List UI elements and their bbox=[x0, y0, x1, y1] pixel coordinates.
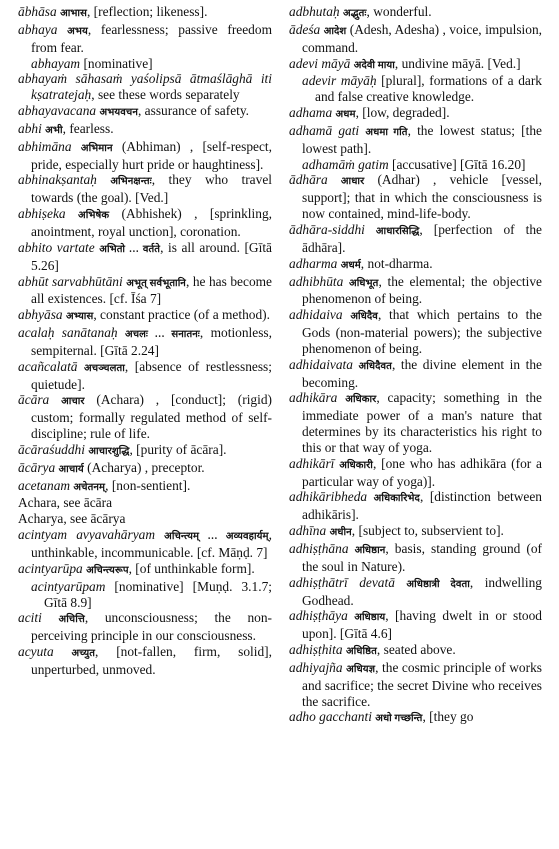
entry-definition: , not-dharma. bbox=[360, 255, 433, 271]
entry-definition: , fearless. bbox=[62, 120, 114, 136]
dictionary-entry bbox=[18, 527, 272, 561]
entry-definition: , [having dwelt in or stood upon]. [Gītā 4.6] bbox=[302, 608, 542, 642]
entry-headword: acintyarūpam bbox=[31, 578, 106, 594]
entry-definition: , that which pertains to the Gods (non-material powers); the subjective phenomenon of being. bbox=[302, 307, 542, 356]
entry-devanagari: अभितो … वर्तते bbox=[99, 243, 161, 255]
entry-definition: (Acharya) , preceptor. bbox=[83, 459, 205, 475]
entry-definition: , motionless, sempiternal. [Gītā 2.24] bbox=[31, 325, 272, 358]
entry-headword: aciti bbox=[18, 610, 42, 626]
dictionary-entry bbox=[289, 608, 542, 642]
dictionary-entry bbox=[18, 274, 272, 308]
entry-devanagari: अधो गच्छन्ति bbox=[375, 713, 423, 725]
entry-headword: abhiṣeka bbox=[18, 206, 66, 222]
entry-devanagari: अधिष्ठान bbox=[354, 545, 386, 556]
entry-devanagari: अचलः … सनातनः bbox=[124, 329, 200, 341]
entry-devanagari: अधिकारिभेद bbox=[373, 493, 420, 505]
dictionary-entry bbox=[289, 307, 542, 357]
entry-devanagari: अचिन्त्यरूप bbox=[86, 564, 129, 576]
entry-devanagari: अभयवचन bbox=[99, 107, 138, 119]
entry-devanagari: अधिकार bbox=[345, 394, 377, 406]
entry-definition: , indwelling Godhead. bbox=[302, 574, 542, 608]
entry-headword: adhamāṁ gatim bbox=[302, 156, 389, 172]
dictionary-entry bbox=[289, 56, 542, 74]
entry-headword: adhibhūta bbox=[289, 273, 344, 289]
dictionary-entry bbox=[289, 456, 542, 490]
entry-headword: adharma bbox=[289, 255, 338, 271]
entry-devanagari: अधियज्ञ bbox=[346, 663, 376, 675]
entry-headword: ācārya bbox=[18, 459, 56, 475]
entry-devanagari: अचेतनम् bbox=[73, 481, 106, 493]
entry-devanagari: अच्युत bbox=[71, 648, 96, 660]
dictionary-entry bbox=[289, 390, 542, 455]
entry-devanagari: अदेवी माया bbox=[353, 59, 395, 71]
entry-definition: , assurance of safety. bbox=[137, 103, 250, 119]
dictionary-entry bbox=[18, 359, 272, 393]
entry-definition: , capacity; something in the immediate power of a man's nature that determines by its characteristics his right to this or that way of yoga. bbox=[302, 390, 542, 455]
entry-headword: adhiyajña bbox=[289, 659, 343, 675]
entry-definition: (Abhiman) , [self-respect, pride, especially hurt pride or haughtiness]. bbox=[31, 138, 272, 172]
entry-headword: adhidaiva bbox=[289, 307, 343, 323]
entry-definition: , [they go bbox=[422, 709, 474, 725]
entry-devanagari: आचार्य bbox=[58, 463, 84, 475]
dictionary-entry bbox=[18, 511, 272, 527]
dictionary-entry bbox=[18, 392, 272, 442]
entry-devanagari: अधिष्ठित bbox=[345, 646, 377, 658]
entry-headword: ādhāra-siddhi bbox=[289, 221, 365, 237]
entry-definition: [accusative] [Gītā 16.20] bbox=[388, 156, 526, 172]
entry-devanagari: अधिष्ठात्री देवता bbox=[406, 578, 470, 590]
dictionary-entry bbox=[289, 709, 542, 727]
entry-definition: , unthinkable, incommunicable. [cf. Māṇḍ. 7] bbox=[31, 527, 272, 560]
dictionary-entry bbox=[18, 579, 272, 611]
entry-headword: adevir māyāḥ bbox=[302, 73, 377, 89]
dictionary-entry bbox=[18, 71, 272, 103]
dictionary-entry bbox=[18, 22, 272, 56]
entry-definition: , undivine māyā. [Ved.] bbox=[394, 55, 521, 71]
dictionary-entry bbox=[18, 139, 272, 173]
entry-headword: adhidaivata bbox=[289, 356, 353, 372]
entry-headword: adhikāra bbox=[289, 390, 338, 406]
entry-definition: , they who travel towards (the goal). [Ved.] bbox=[31, 172, 272, 206]
entry-devanagari: अभिषेक bbox=[78, 210, 110, 222]
entry-definition: , [distinction between adhikāris]. bbox=[302, 489, 542, 523]
entry-headword: ābhāsa bbox=[18, 4, 57, 19]
dictionary-entry bbox=[289, 660, 542, 710]
entry-definition: Achara, see ācāra bbox=[18, 495, 113, 511]
dictionary-entry bbox=[18, 172, 272, 206]
dictionary-entry bbox=[18, 325, 272, 359]
entry-devanagari: अधर्म bbox=[340, 259, 361, 271]
entry-headword: adhiṣṭhātrī devatā bbox=[289, 574, 395, 590]
entry-headword: adhama bbox=[289, 105, 333, 121]
entry-headword: acintyam avyavahāryam bbox=[18, 527, 156, 543]
entry-definition: , the divine element in the becoming. bbox=[302, 356, 542, 390]
entry-devanagari: अधिदैव bbox=[350, 311, 378, 323]
right-column bbox=[289, 4, 542, 727]
dictionary-entry bbox=[18, 442, 272, 460]
dictionary-entry bbox=[289, 642, 542, 660]
entry-definition: , basis, standing ground (of the soul in Nature). bbox=[302, 541, 542, 574]
entry-headword: abhito vartate bbox=[18, 239, 95, 255]
entry-definition: , [non-sentient]. bbox=[105, 477, 191, 493]
entry-headword: acañcalatā bbox=[18, 358, 78, 374]
entry-headword: abhayaṁ sāhasaṁ yaśolipsā ātmaślāghā iti kṣatratejaḥ bbox=[18, 71, 272, 103]
entry-definition: , fearlessness; passive freedom from fear. bbox=[31, 21, 272, 55]
dictionary-entry bbox=[289, 105, 542, 123]
entry-devanagari: अभ्यास bbox=[66, 311, 94, 323]
entry-definition: , unconsciousness; the non-perceiving principle in our consciousness. bbox=[31, 610, 272, 644]
entry-headword: abhaya bbox=[18, 21, 58, 37]
dictionary-entry bbox=[289, 172, 542, 222]
entry-headword: acyuta bbox=[18, 644, 54, 660]
dictionary-entry bbox=[289, 541, 542, 575]
dictionary-entry bbox=[289, 123, 542, 157]
entry-headword: acalaḥ sanātanaḥ bbox=[18, 325, 118, 341]
dictionary-entry bbox=[289, 523, 542, 541]
entry-definition: , [absence of restlessness; quietude]. bbox=[31, 358, 272, 392]
dictionary-entry bbox=[289, 22, 542, 56]
entry-definition: (Abhishek) , [sprinkling, anointment, royal unction], coronation. bbox=[31, 206, 272, 239]
entry-definition: (Adesh, Adesha) , voice, impulsion, command. bbox=[302, 21, 542, 55]
dictionary-entry bbox=[18, 121, 272, 139]
entry-definition: Acharya, see ācārya bbox=[18, 511, 126, 527]
dictionary-entry bbox=[18, 103, 272, 121]
entry-definition: , [purity of ācāra]. bbox=[129, 441, 227, 457]
entry-definition: , the cosmic principle of works and sacrifice; the secret Divine who receives the sacrifice. bbox=[302, 659, 542, 709]
dictionary-entry bbox=[289, 489, 542, 523]
entry-definition: , is all around. [Gītā 5.26] bbox=[31, 239, 272, 273]
entry-headword: ācāraśuddhi bbox=[18, 441, 85, 457]
left-column bbox=[18, 4, 272, 678]
entry-headword: adhiṣṭhāya bbox=[289, 608, 348, 624]
entry-devanagari: आधारसिद्धि bbox=[375, 225, 420, 237]
entry-definition: , wonderful. bbox=[366, 4, 432, 19]
entry-headword: ādhāra bbox=[289, 172, 328, 188]
entry-definition: , [of unthinkable form]. bbox=[128, 560, 255, 576]
entry-headword: abhayavacana bbox=[18, 103, 97, 119]
entry-definition: , see these words separately bbox=[91, 87, 240, 103]
entry-headword: abhyāsa bbox=[18, 307, 63, 323]
entry-devanagari: अभी bbox=[45, 124, 63, 136]
dictionary-entry bbox=[18, 460, 272, 478]
entry-headword: abhi bbox=[18, 120, 42, 136]
entry-devanagari: आचारशुद्धि bbox=[88, 445, 130, 457]
entry-definition: [nominative] bbox=[80, 55, 153, 71]
entry-devanagari: अधिकारी bbox=[339, 459, 373, 471]
entry-headword: adbhutaḥ bbox=[289, 4, 340, 19]
entry-devanagari: अचित्ति bbox=[58, 614, 85, 626]
entry-headword: adhamā gati bbox=[289, 122, 360, 138]
dictionary-entry bbox=[18, 206, 272, 240]
entry-definition: , he has become all existences. [cf. Īśa 7] bbox=[31, 273, 272, 307]
entry-definition: , [low, degraded]. bbox=[355, 105, 450, 121]
dictionary-entry bbox=[289, 4, 542, 22]
entry-definition: , [perfection of the ādhāra]. bbox=[302, 221, 542, 255]
entry-headword: adhiṣṭhita bbox=[289, 642, 343, 658]
entry-devanagari: अधीन bbox=[329, 527, 352, 539]
entry-definition: (Achara) , [conduct]; (rigid) custom; formally regulated method of self-discipline; rule of life. bbox=[31, 392, 272, 442]
dictionary-entry bbox=[18, 610, 272, 644]
entry-definition: , seated above. bbox=[376, 642, 456, 658]
entry-definition: , [reflection; likeness]. bbox=[86, 4, 208, 19]
entry-headword: acintyarūpa bbox=[18, 560, 83, 576]
entry-devanagari: अधम bbox=[335, 109, 356, 121]
entry-devanagari: अचञ्चलता bbox=[84, 362, 125, 374]
entry-devanagari: आचार bbox=[61, 396, 85, 408]
dictionary-entry bbox=[18, 240, 272, 274]
entry-devanagari: आदेश bbox=[323, 25, 347, 37]
entry-devanagari: अभय bbox=[67, 25, 88, 37]
entry-headword: acetanam bbox=[18, 477, 71, 493]
entry-headword: adhīna bbox=[289, 523, 327, 539]
dictionary-entry bbox=[18, 478, 272, 496]
entry-devanagari: आभास bbox=[60, 8, 87, 19]
dictionary-entry bbox=[18, 307, 272, 325]
dictionary-entry bbox=[18, 56, 272, 72]
dictionary-entry bbox=[289, 274, 542, 308]
entry-devanagari: अधमा गति bbox=[365, 126, 408, 138]
entry-definition: , the elemental; the objective phenomenon of being. bbox=[302, 273, 542, 307]
dictionary-entry bbox=[289, 157, 542, 173]
entry-headword: adhikārī bbox=[289, 455, 335, 471]
dictionary-entry bbox=[289, 575, 542, 609]
entry-headword: adevi māyā bbox=[289, 55, 351, 71]
entry-headword: abhimāna bbox=[18, 138, 72, 154]
entry-headword: ācāra bbox=[18, 392, 50, 408]
entry-devanagari: आधार bbox=[340, 176, 365, 188]
entry-headword: adhiṣṭhāna bbox=[289, 541, 349, 556]
entry-headword: abhayam bbox=[31, 55, 81, 71]
entry-devanagari: अभूत् सर्वभूतानि bbox=[126, 277, 186, 289]
entry-definition: , [not-fallen, firm, solid], unperturbed, unmoved. bbox=[31, 644, 272, 677]
dictionary-entry bbox=[18, 4, 272, 22]
entry-devanagari: अधिष्ठाय bbox=[354, 612, 386, 624]
entry-headword: ādeśa bbox=[289, 21, 321, 37]
entry-definition: , constant practice (of a method). bbox=[93, 307, 270, 323]
entry-devanagari: अद्भुतः bbox=[342, 8, 367, 19]
dictionary-entry bbox=[289, 256, 542, 274]
entry-definition: (Adhar) , vehicle [vessel, support]; that in which the consciousness is now contained, mind-life-body. bbox=[302, 172, 542, 222]
entry-headword: adhikāribheda bbox=[289, 489, 368, 505]
dictionary-entry bbox=[289, 73, 542, 105]
entry-devanagari: अधिदैवत bbox=[358, 360, 392, 372]
entry-definition: [nominative] [Muṇḍ. 3.1.7; Gītā 8.9] bbox=[44, 578, 272, 610]
dictionary-entry bbox=[289, 222, 542, 256]
entry-devanagari: अधिभूत bbox=[348, 277, 379, 289]
entry-headword: abhūt sarvabhūtāni bbox=[18, 273, 123, 289]
entry-devanagari: अभिनक्षन्तः bbox=[110, 176, 152, 188]
entry-definition: , [subject to, subservient to]. bbox=[351, 523, 504, 539]
dictionary-entry bbox=[18, 561, 272, 579]
dictionary-entry bbox=[18, 644, 272, 678]
entry-headword: abhinakṣantaḥ bbox=[18, 172, 97, 188]
dictionary-entry bbox=[289, 357, 542, 391]
entry-definition: , [one who has adhikāra (for a particular way of yoga)]. bbox=[302, 455, 543, 489]
entry-definition: , the lowest status; [the lowest path]. bbox=[302, 122, 542, 156]
entry-definition: [plural], formations of a dark and false creative knowledge. bbox=[315, 73, 542, 105]
entry-headword: adho gacchanti bbox=[289, 709, 372, 725]
entry-devanagari: अभिमान bbox=[80, 142, 113, 154]
entry-devanagari: अचिन्त्यम् … अव्यवहार्यम् bbox=[164, 531, 269, 543]
dictionary-entry bbox=[18, 495, 272, 511]
